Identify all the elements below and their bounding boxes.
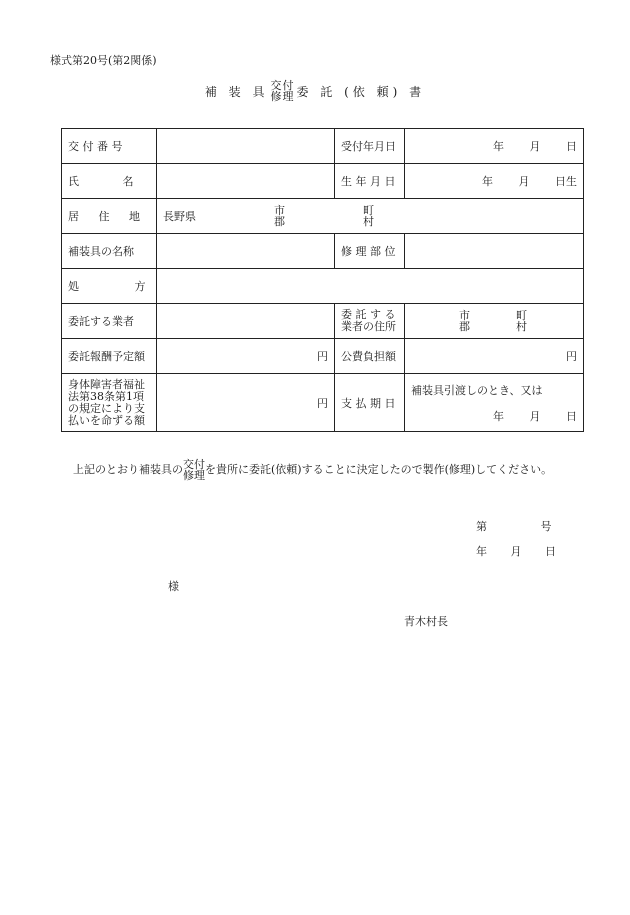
body-post: を貴所に委託(依頼)することに決定したので製作(修理)してください。 bbox=[205, 463, 553, 476]
prescription-label: 処 方 bbox=[62, 269, 157, 304]
public-cost-label: 公費負担額 bbox=[335, 339, 405, 374]
body-paragraph bbox=[62, 453, 592, 487]
table-row bbox=[62, 129, 584, 164]
device-name-field[interactable] bbox=[157, 234, 335, 269]
title-post: 委 託 (依 頼) 書 bbox=[296, 84, 426, 99]
device-name-label: 補装具の名称 bbox=[62, 234, 157, 269]
public-cost-field[interactable]: 円 bbox=[405, 339, 584, 374]
birth-label: 生 年 月 日 bbox=[335, 164, 405, 199]
title-pre: 補 装 具 bbox=[204, 84, 269, 99]
birth-field[interactable]: 年 月 日生 bbox=[405, 164, 584, 199]
payment-date: 年 月 日 bbox=[493, 409, 577, 423]
fee-field[interactable]: 円 bbox=[157, 339, 335, 374]
contractor-city-pair bbox=[459, 310, 470, 332]
document-date: 年 月 日 bbox=[476, 545, 556, 558]
contractor-city-bottom: 郡 bbox=[459, 320, 470, 333]
title-stack-top: 交付 bbox=[270, 79, 295, 92]
contractor-label: 委託する業者 bbox=[62, 304, 157, 339]
sender: 青木村長 bbox=[404, 615, 448, 628]
address-prefecture: 長野県 bbox=[163, 210, 196, 223]
address-label: 居 住 地 bbox=[62, 199, 157, 234]
fee-label: 委託報酬予定額 bbox=[62, 339, 157, 374]
form-table bbox=[61, 128, 584, 432]
title-stack bbox=[271, 80, 295, 102]
document-number: 第 号 bbox=[476, 520, 552, 533]
table-row bbox=[62, 374, 584, 432]
body-stack bbox=[183, 459, 205, 481]
form-code: 様式第20号(第2関係) bbox=[50, 54, 157, 67]
table-row bbox=[62, 234, 584, 269]
contractor-address-label-bottom: 業者の住所 bbox=[341, 320, 396, 333]
payment-label: 支 払 期 日 bbox=[335, 374, 405, 432]
delivery-date-label: 受付年月日 bbox=[335, 129, 405, 164]
payment-text: 補装具引渡しのとき、又は bbox=[411, 383, 543, 397]
delivery-date-field[interactable]: 年 月 日 bbox=[405, 129, 584, 164]
table-row bbox=[62, 269, 584, 304]
address-town-top: 町 bbox=[363, 204, 374, 217]
table-row bbox=[62, 199, 584, 234]
delivery-no-field[interactable] bbox=[157, 129, 335, 164]
law-field[interactable]: 円 bbox=[157, 374, 335, 432]
address-town-pair bbox=[363, 205, 374, 227]
table-row bbox=[62, 304, 584, 339]
address-city-bottom: 郡 bbox=[274, 215, 285, 228]
body-stack-bottom: 修理 bbox=[183, 469, 205, 482]
law-label: 身体障害者福祉法第38条第1項の規定により支払いを命ずる額 bbox=[62, 374, 157, 432]
name-label: 氏 名 bbox=[62, 164, 157, 199]
payment-field[interactable] bbox=[405, 374, 584, 432]
table-row bbox=[62, 164, 584, 199]
repair-part-field[interactable] bbox=[405, 234, 584, 269]
prescription-field[interactable] bbox=[157, 269, 584, 304]
body-stack-top: 交付 bbox=[183, 458, 205, 471]
address-field[interactable] bbox=[157, 199, 584, 234]
contractor-city-top: 市 bbox=[459, 309, 470, 322]
contractor-address-field[interactable] bbox=[405, 304, 584, 339]
contractor-town-pair bbox=[516, 310, 527, 332]
delivery-no-label: 交 付 番 号 bbox=[62, 129, 157, 164]
address-city-top: 市 bbox=[274, 204, 285, 217]
table-row bbox=[62, 339, 584, 374]
contractor-town-top: 町 bbox=[516, 309, 527, 322]
document-title bbox=[0, 80, 630, 102]
title-stack-bottom: 修理 bbox=[270, 90, 295, 103]
addressee: 様 bbox=[168, 580, 179, 593]
contractor-field[interactable] bbox=[157, 304, 335, 339]
body-pre: 上記のとおり補装具の bbox=[73, 463, 183, 476]
contractor-address-label-top: 委 託 す る bbox=[341, 308, 396, 321]
name-field[interactable] bbox=[157, 164, 335, 199]
contractor-address-label bbox=[335, 304, 405, 339]
address-city-pair bbox=[274, 205, 285, 227]
contractor-town-bottom: 村 bbox=[516, 320, 527, 333]
address-town-bottom: 村 bbox=[363, 215, 374, 228]
repair-part-label: 修 理 部 位 bbox=[335, 234, 405, 269]
